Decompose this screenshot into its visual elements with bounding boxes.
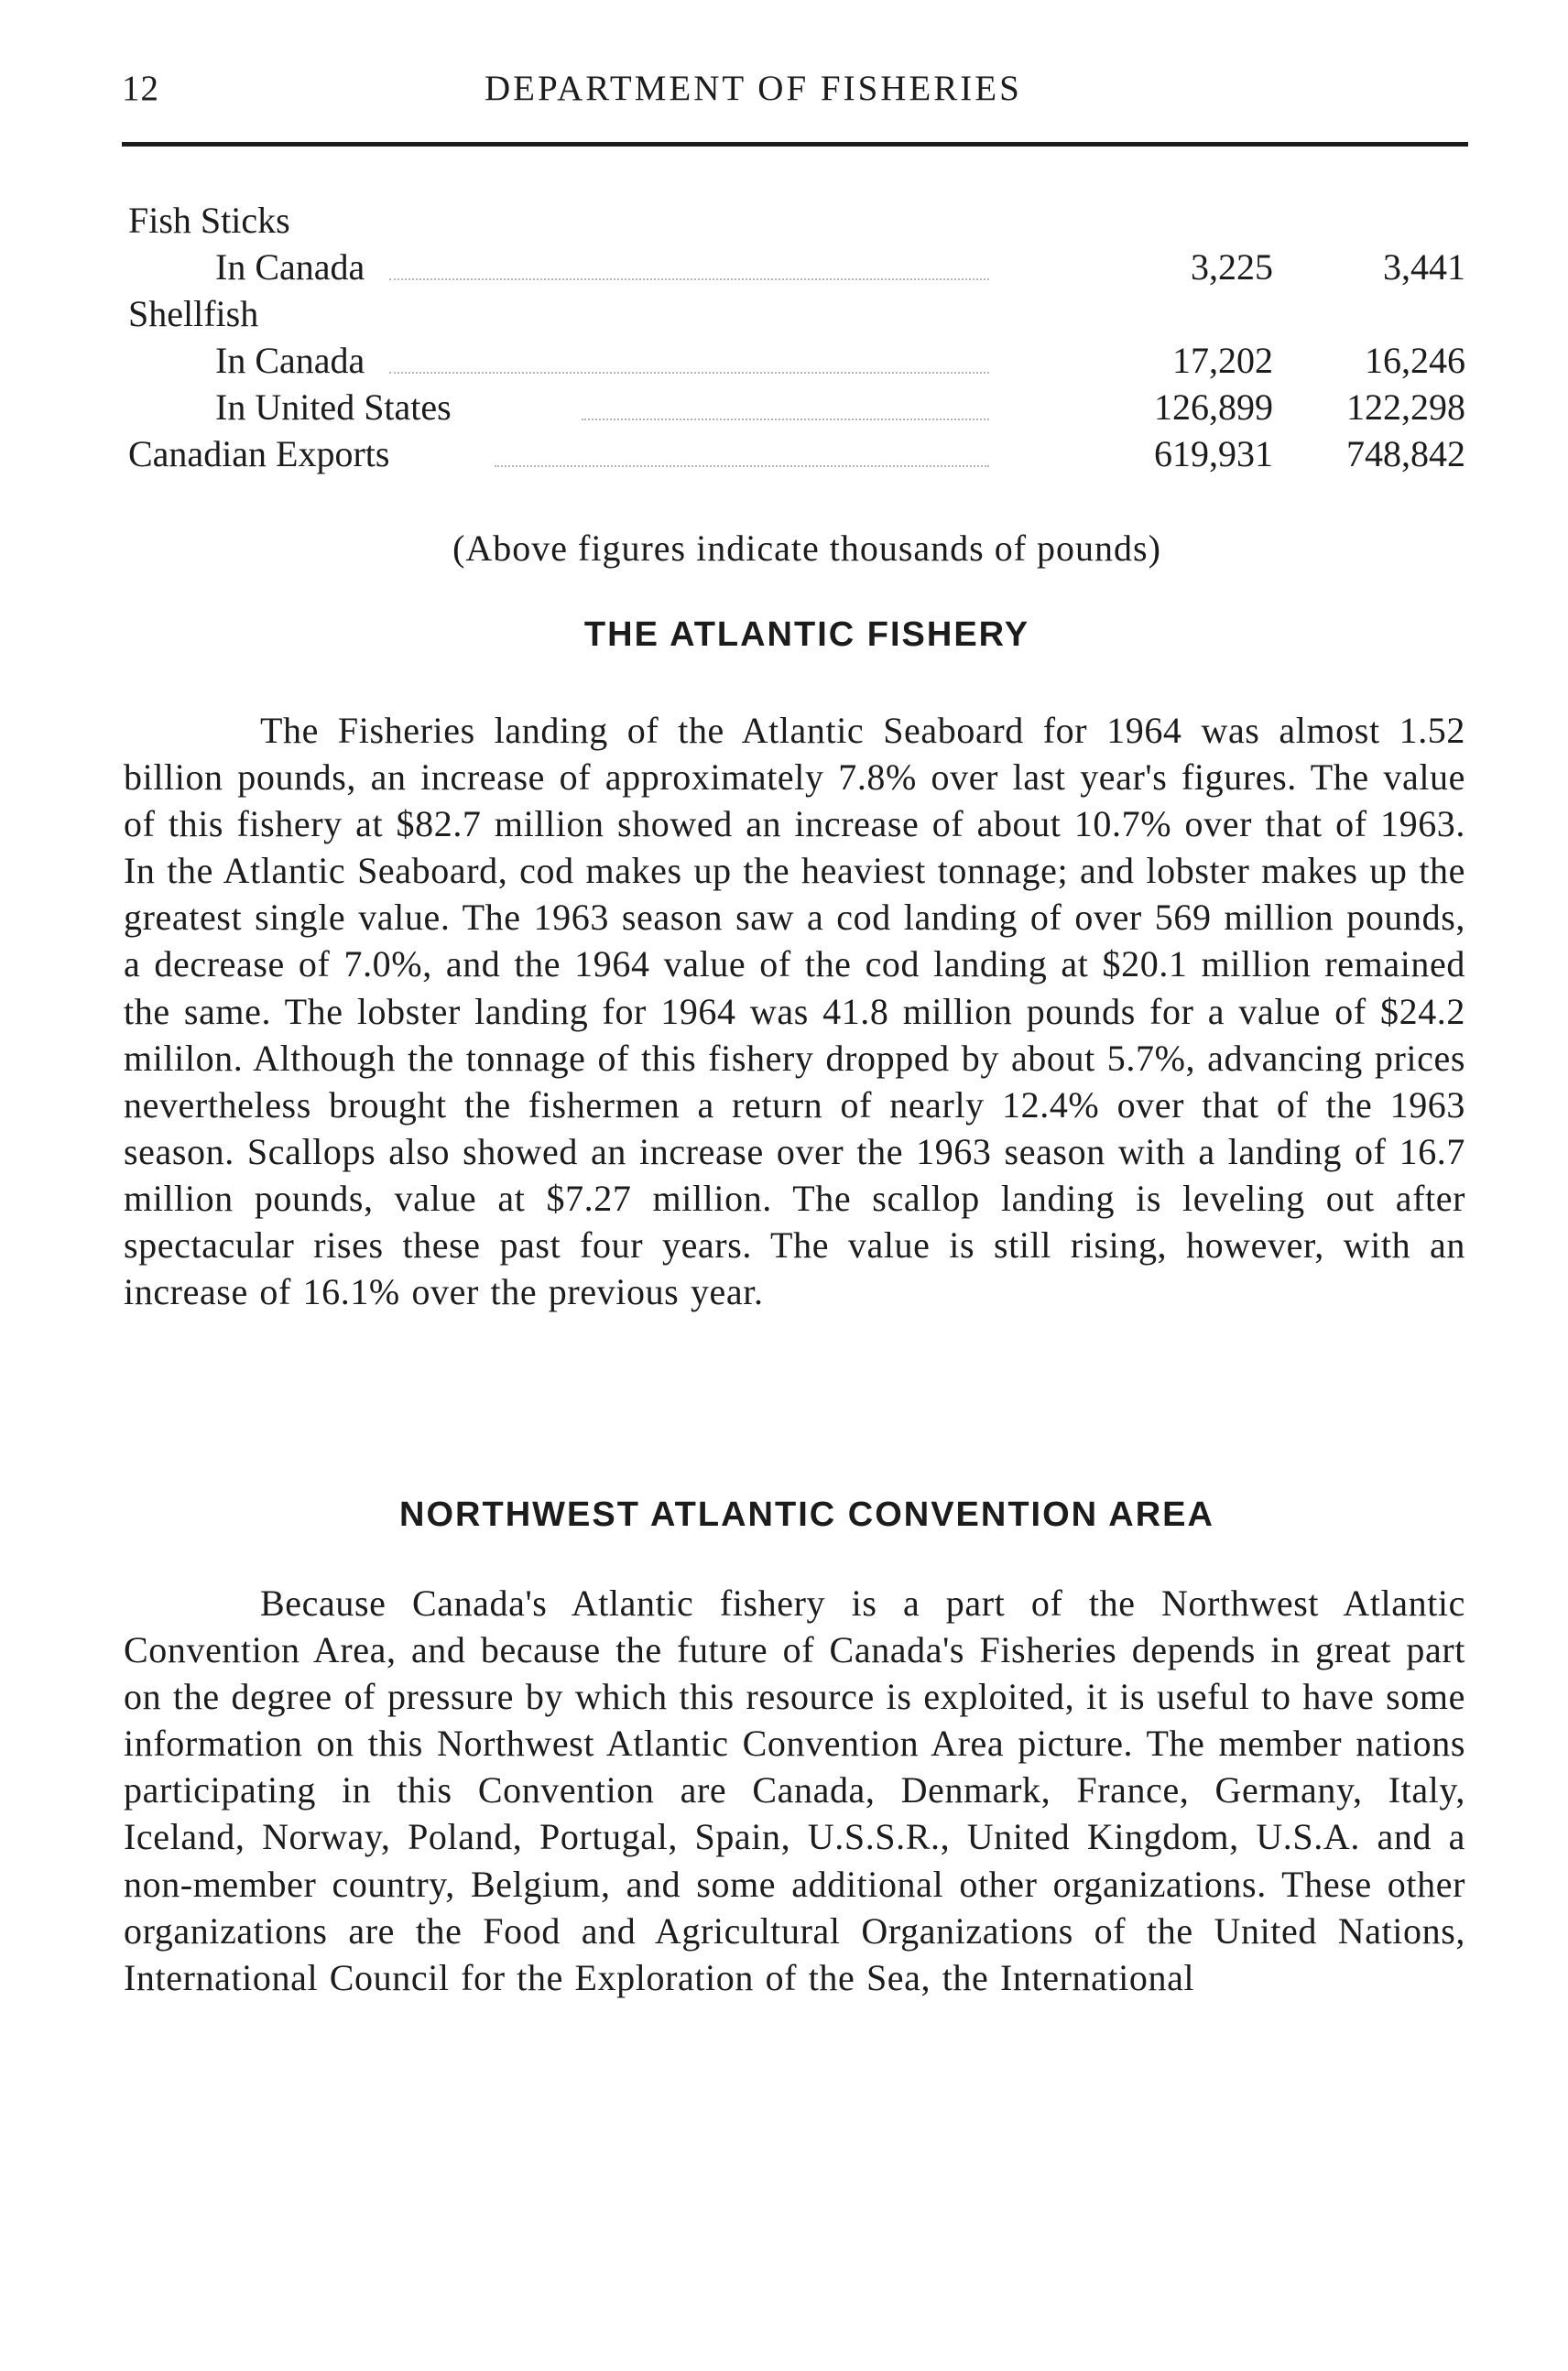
running-header [122, 68, 1468, 132]
running-title: DEPARTMENT OF FISHERIES [485, 69, 1022, 108]
row-label: In Canada [215, 246, 365, 288]
dot-leader [582, 400, 989, 420]
row-value-col2: 3,441 [1383, 246, 1465, 288]
table-row [128, 244, 1465, 290]
section-heading-text: THE ATLANTIC FISHERY [583, 615, 1030, 654]
row-label: Fish Sticks [128, 200, 290, 241]
row-value-col1: 3,225 [1191, 246, 1273, 288]
table-row [128, 197, 1465, 244]
row-value-col2: 16,246 [1365, 340, 1465, 381]
page-number: 12 [122, 69, 159, 108]
section-heading-text: NORTHWEST ATLANTIC CONVENTION AREA [399, 1495, 1214, 1534]
table-note-text: (Above figures indicate thousands of pounds) [452, 527, 1161, 569]
paragraph-northwest-atlantic: Because Canada's Atlantic fishery is a part of the Northwest Atlantic Convention Area, and because the future of Canada's Fisheries depends in great part on the degree of pressure by which this resource is exploited, it is useful to have some information on this Northwest Atlantic Convention Area picture. The member nations participating in this Convention are Canada, Denmark, France, Germany, Italy, Iceland, Norway, Poland, Portugal, Spain, U.S.S.R., United Kingdom, U.S.A. and a non-member country, Belgium, and some additional other organizations. These other organizations are the Food and Agricultural Organizations of the United Nations, International Council for the Exploration of the Sea, the International [124, 1582, 1465, 1998]
table-row [128, 384, 1465, 430]
row-value-col1: 17,202 [1172, 340, 1273, 381]
landings-table [128, 197, 1465, 477]
section-heading-atlantic-fishery [0, 615, 1568, 655]
row-value-col2: 748,842 [1346, 433, 1465, 474]
row-label: Canadian Exports [128, 433, 390, 474]
table-note [0, 527, 1568, 570]
dot-leader [389, 260, 989, 280]
dot-leader [389, 353, 989, 374]
row-label: In United States [215, 386, 452, 428]
dot-leader [495, 447, 989, 467]
row-value-col1: 619,931 [1154, 433, 1273, 474]
section-heading-northwest-atlantic [0, 1495, 1568, 1535]
table-row [128, 430, 1465, 477]
row-value-col2: 122,298 [1346, 386, 1465, 428]
paragraph-atlantic-fishery: The Fisheries landing of the Atlantic Seaboard for 1964 was almost 1.52 billion pounds, an increase of approximately 7.8% over last year's figures. The value of this fishery at $82.7 million showed an increase of about 10.7% over that of 1963. In the Atlantic Seaboard, cod makes up the heaviest tonnage; and lobster makes up the greatest single value. The 1963 season saw a cod landing of over 569 million pounds, a decrease of 7.0%, and the 1964 value of the cod landing at $20.1 million remained the same. The lobster landing for 1964 was 41.8 million pounds for a value of $24.2 mililon. Although the tonnage of this fishery dropped by about 5.7%, advancing prices nevertheless brought the fishermen a return of nearly 12.4% over that of the 1963 season. Scallops also showed an increase over the 1963 season with a landing of 16.7 million pounds, value at $7.27 million. The scallop landing is leveling out after spectacular rises these past four years. The value is still rising, however, with an increase of 16.1% over the previous year. [124, 710, 1465, 1313]
table-row [128, 290, 1465, 337]
row-label: In Canada [215, 340, 365, 381]
table-row [128, 337, 1465, 384]
row-value-col1: 126,899 [1154, 386, 1273, 428]
header-rule [122, 142, 1468, 147]
row-label: Shellfish [128, 293, 259, 334]
